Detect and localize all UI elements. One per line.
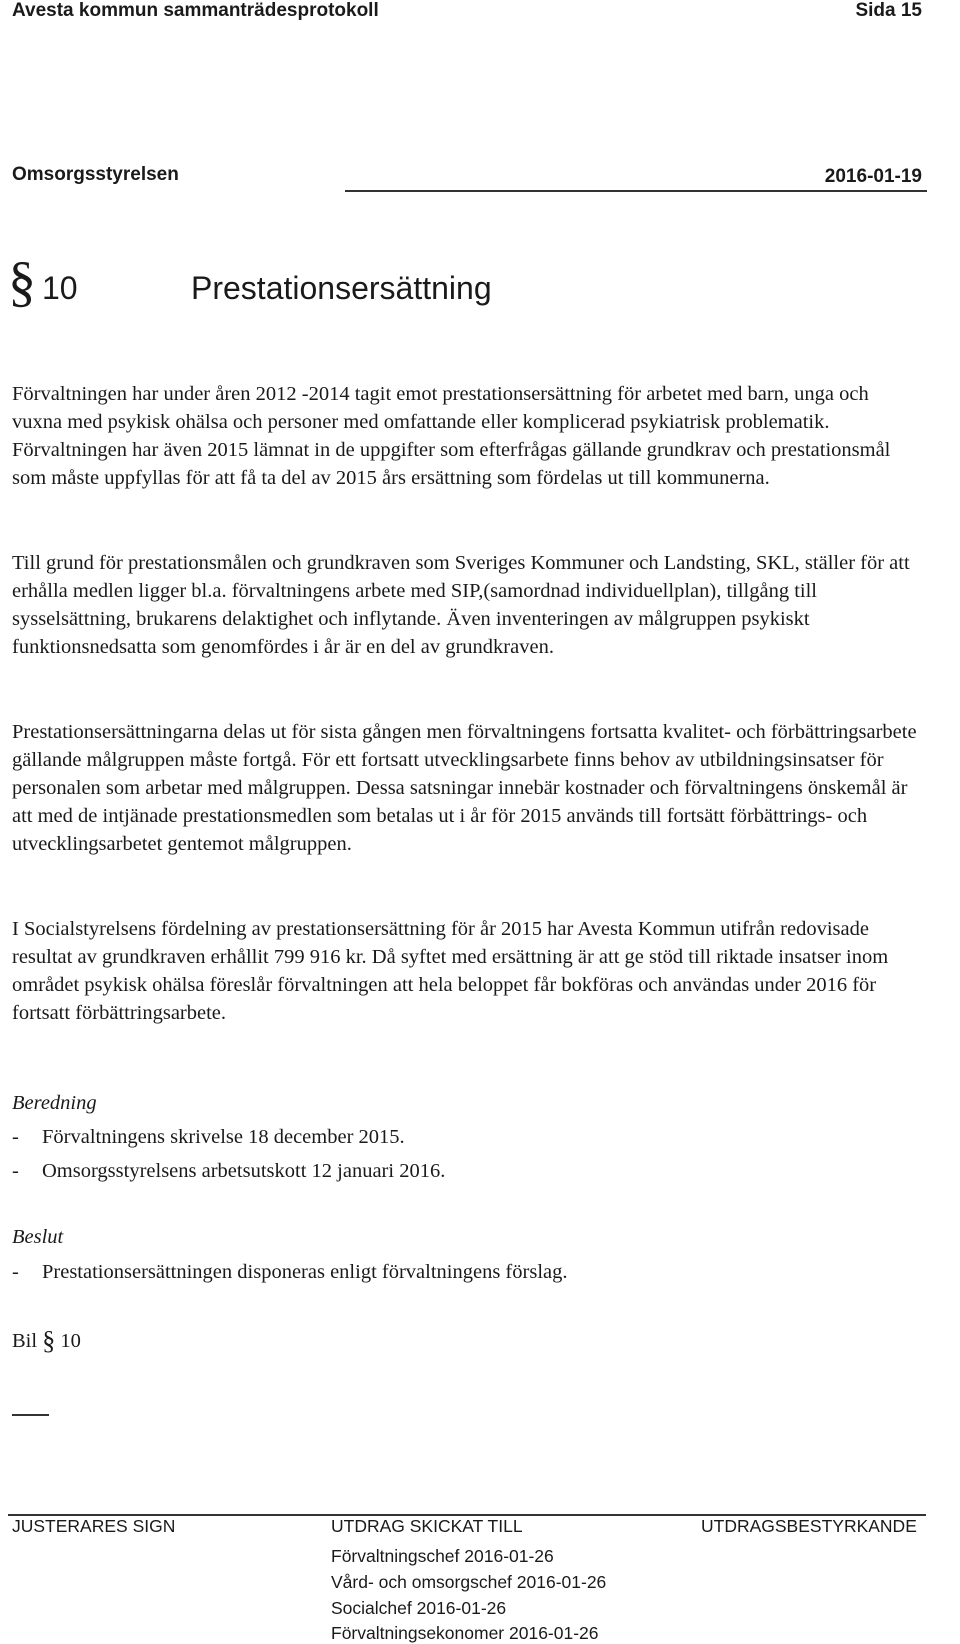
recipient-item: Vård- och omsorgschef 2016-01-26 [331,1572,607,1592]
body-paragraph [12,915,917,1027]
list-item-text: Omsorgsstyrelsens arbetsutskott 12 januari 2016. [42,1160,446,1182]
section-number: 10 [42,270,78,306]
signature-line [12,1414,49,1416]
attachment-section-symbol: § [42,1326,56,1355]
beslut-heading: Beslut [12,1226,64,1248]
list-item [12,1160,445,1183]
footer-utdrag-skickat-till: UTDRAG SKICKAT TILL [331,1516,523,1536]
list-item-text: Förvaltningens skrivelse 18 december 2015. [42,1126,405,1148]
footer-utdragsbestyrkande: UTDRAGSBESTYRKANDE [701,1516,917,1536]
committee-name: Omsorgsstyrelsen [12,164,179,185]
paragraph-text: Förvaltningen har under åren 2012 -2014 tagit emot prestationsersättning för arbetet med barn, unga och vuxna med psykisk ohälsa och personer med omfattande eller komplicerad psykiatrisk problematik. Förvaltningen har även 2015 lämnat in de uppgifter som efterfrågas gällande grundkrav och prestationsmål som måste uppfyllas för att få ta del av 2015 års ersättning som fördelas ut till kommunerna. [12,383,891,489]
body-paragraph [12,718,917,858]
footer-justerares-sign: JUSTERARES SIGN [12,1516,176,1536]
body-paragraph [12,549,917,661]
meeting-date: 2016-01-19 [824,166,922,187]
section-symbol: § [8,251,36,313]
attachment-reference [12,1326,81,1356]
list-item-text: Prestationsersättningen disponeras enligt förvaltningens förslag. [42,1261,568,1283]
recipient-item: Förvaltningschef 2016-01-26 [331,1546,554,1566]
paragraph-text: I Socialstyrelsens fördelning av prestationsersättning för år 2015 har Avesta Kommun utifrån redovisade resultat av grundkraven erhållit 799 916 kr. Då syftet med ersättning är att ge stöd till riktade insatser inom området psykisk ohälsa föreslår förvaltningen att hela beloppet får bokföras och användas under 2016 för fortsatt förbättringsarbete. [12,918,889,1024]
list-dash: - [12,1126,19,1148]
section-title: Prestationsersättning [191,270,492,306]
list-item [12,1261,567,1284]
attachment-number: 10 [60,1330,81,1352]
attachment-label: Bil [12,1330,38,1352]
list-dash: - [12,1160,19,1182]
list-item [12,1126,405,1149]
body-paragraph [12,380,917,492]
recipient-item: Socialchef 2016-01-26 [331,1598,507,1618]
recipient-item: Förvaltningsekonomer 2016-01-26 [331,1623,599,1643]
paragraph-text: Till grund för prestationsmålen och grundkraven som Sveriges Kommuner och Landsting, SKL, ställer för att erhålla medlen ligger bl.a. förvaltningens arbete med SIP,(samordnad individuellplan), tillgång till sysselsättning, brukarens delaktighet och inflytande. Även inventeringen av målgruppen psykiskt funktionsnedsatta som genomfördes i år är en del av grundkraven. [12,552,910,658]
header-divider [345,190,927,192]
page-number: Sida 15 [855,0,922,21]
document-title: Avesta kommun sammanträdesprotokoll [12,0,379,21]
beredning-heading: Beredning [12,1092,97,1114]
list-dash: - [12,1261,19,1283]
paragraph-text: Prestationsersättningarna delas ut för sista gången men förvaltningens fortsatta kvalitet- och förbättringsarbete gällande målgruppen måste fortgå. För ett fortsatt utvecklingsarbete finns behov av utbildningsinsatser för personalen som arbetar med målgruppen. Dessa satsningar innebär kostnader och förvaltningens önskemål är att med de intjänade prestationsmedlen som betalas ut i år för 2015 används till fortsätt förbättrings- och utvecklingsarbetet gentemot målgruppen. [12,721,917,855]
